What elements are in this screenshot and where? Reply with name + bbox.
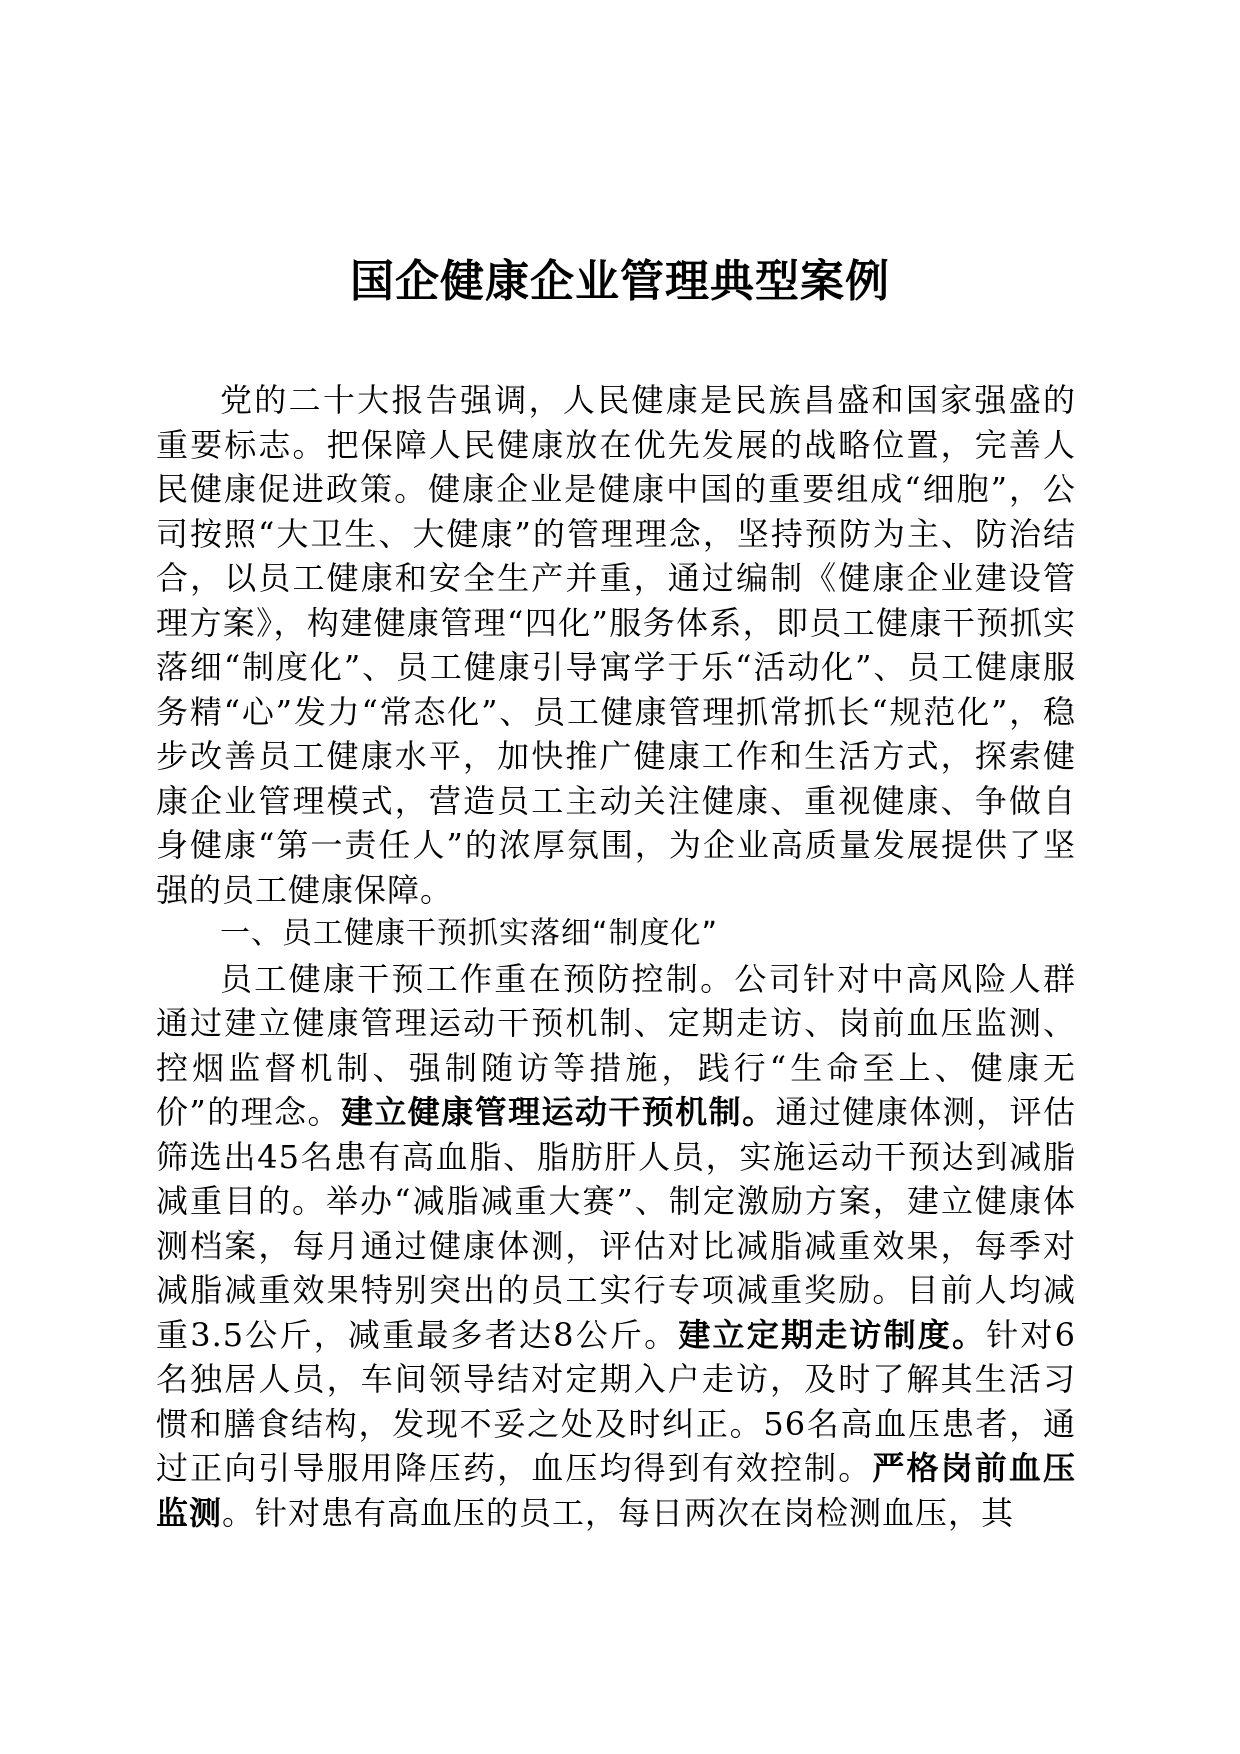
section-1-paragraph	[156, 957, 1076, 1536]
section-1-bold-1: 建立健康管理运动干预机制。	[340, 1093, 776, 1131]
intro-paragraph: 党的二十大报告强调，人民健康是民族昌盛和国家强盛的重要标志。把保障人民健康放在优先发展的战略位置，完善人民健康促进政策。健康企业是健康中国的重要组成“细胞”，公司按照“大卫生、大健康”的管理理念，坚持预防为主、防治结合，以员工健康和安全生产并重，通过编制《健康企业建设管理方案》，构建健康管理“四化”服务体系，即员工健康干预抓实落细“制度化”、员工健康引导寓学于乐“活动化”、员工健康服务精“心”发力“常态化”、员工健康管理抓常抓长“规范化”，稳步改善员工健康水平，加快推广健康工作和生活方式，探索健康企业管理模式，营造员工主动关注健康、重视健康、争做自身健康“第一责任人”的浓厚氛围，为企业高质量发展提供了坚强的员工健康保障。	[156, 381, 1076, 909]
section-1-bold-2: 建立定期走访制度。	[678, 1315, 987, 1354]
section-1-text-1: 员工健康干预工作重在预防控制。公司针对中高风险人群通过建立健康管理运动干预机制、定期走访、岗前血压监测、控烟监督机制、强制随访等措施，践行“生命至上、健康无价”的理念。	[156, 959, 1076, 1131]
section-1-bold-3: 严格岗前血压监测	[156, 1449, 1076, 1532]
section-1-text-3: 针对6名独居人员，车间领导结对定期入户走访，及时了解其生活习惯和膳食结构，发现不妥之处及时纠正。56名高血压患者，通过正向引导服用降压药，血压均得到有效控制。	[156, 1315, 1076, 1487]
section-1-text-4: 。针对患有高血压的员工，每日两次在岗检测血压，其	[222, 1493, 1015, 1532]
section-1-heading: 一、员工健康干预抓实落细“制度化”	[220, 916, 719, 951]
document-title: 国企健康企业管理典型案例	[350, 256, 890, 307]
document-body	[156, 378, 1076, 1535]
section-1-text-2: 通过健康体测，评估筛选出45名患有高血脂、脂肪肝人员，实施运动干预达到减脂减重目的。举办“减脂减重大赛”、制定激励方案，建立健康体测档案，每月通过健康体测，评估对比减脂减重效果，每季对减脂减重效果特别突出的员工实行专项减重奖励。目前人均减重3.5公斤，减重最多者达8公斤。	[156, 1093, 1076, 1354]
